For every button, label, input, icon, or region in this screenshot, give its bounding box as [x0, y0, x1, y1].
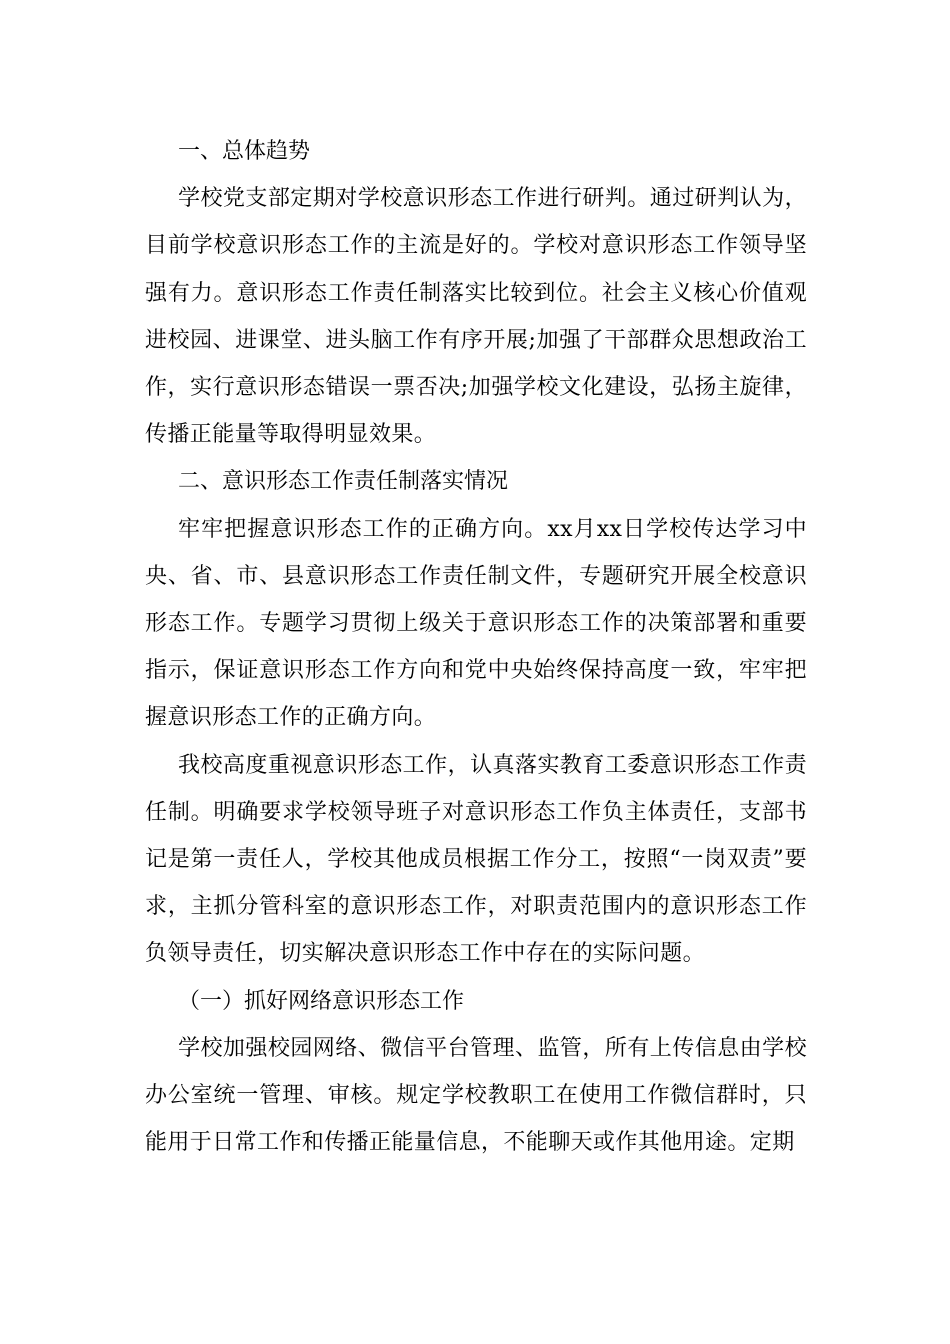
section-heading-overall-trend: 一、总体趋势	[178, 139, 311, 164]
paragraph-overall-trend: 学校党支部定期对学校意识形态工作进行研判。通过研判认为，目前学校意识形态工作的主流是好的。学校对意识形态工作领导坚强有力。意识形态工作责任制落实比较到位。社会主义核心价值观进校园、进课堂、进头脑工作有序开展;加强了干部群众思想政治工作，实行意识形态错误一票否决;加强学校文化建设，弘扬主旋律，传播正能量等取得明显效果。	[145, 186, 807, 448]
document-page	[145, 128, 807, 1166]
subsection-heading-network: （一）抓好网络意识形态工作	[178, 988, 465, 1014]
paragraph-direction: 牢牢把握意识形态工作的正确方向。xx月xx日学校传达学习中央、省、市、县意识形态工作责任制文件，专题研究开展全校意识形态工作。专题学习贯彻上级关于意识形态工作的决策部署和重要指示，保证意识形态工作方向和党中央始终保持高度一致，牢牢把握意识形态工作的正确方向。	[145, 516, 807, 731]
section-heading-responsibility: 二、意识形态工作责任制落实情况	[178, 469, 509, 495]
paragraph-responsibility-system: 我校高度重视意识形态工作，认真落实教育工委意识形态工作责任制。明确要求学校领导班子对意识形态工作负主体责任，支部书记是第一责任人，学校其他成员根据工作分工，按照“一岗双责”要求，主抓分管科室的意识形态工作，对职责范围内的意识形态工作负领导责任，切实解决意识形态工作中存在的实际问题。	[145, 752, 807, 967]
paragraph-network-management: 学校加强校园网络、微信平台管理、监管，所有上传信息由学校办公室统一管理、审核。规定学校教职工在使用工作微信群时，只能用于日常工作和传播正能量信息，不能聊天或作其他用途。定期	[145, 1035, 807, 1156]
